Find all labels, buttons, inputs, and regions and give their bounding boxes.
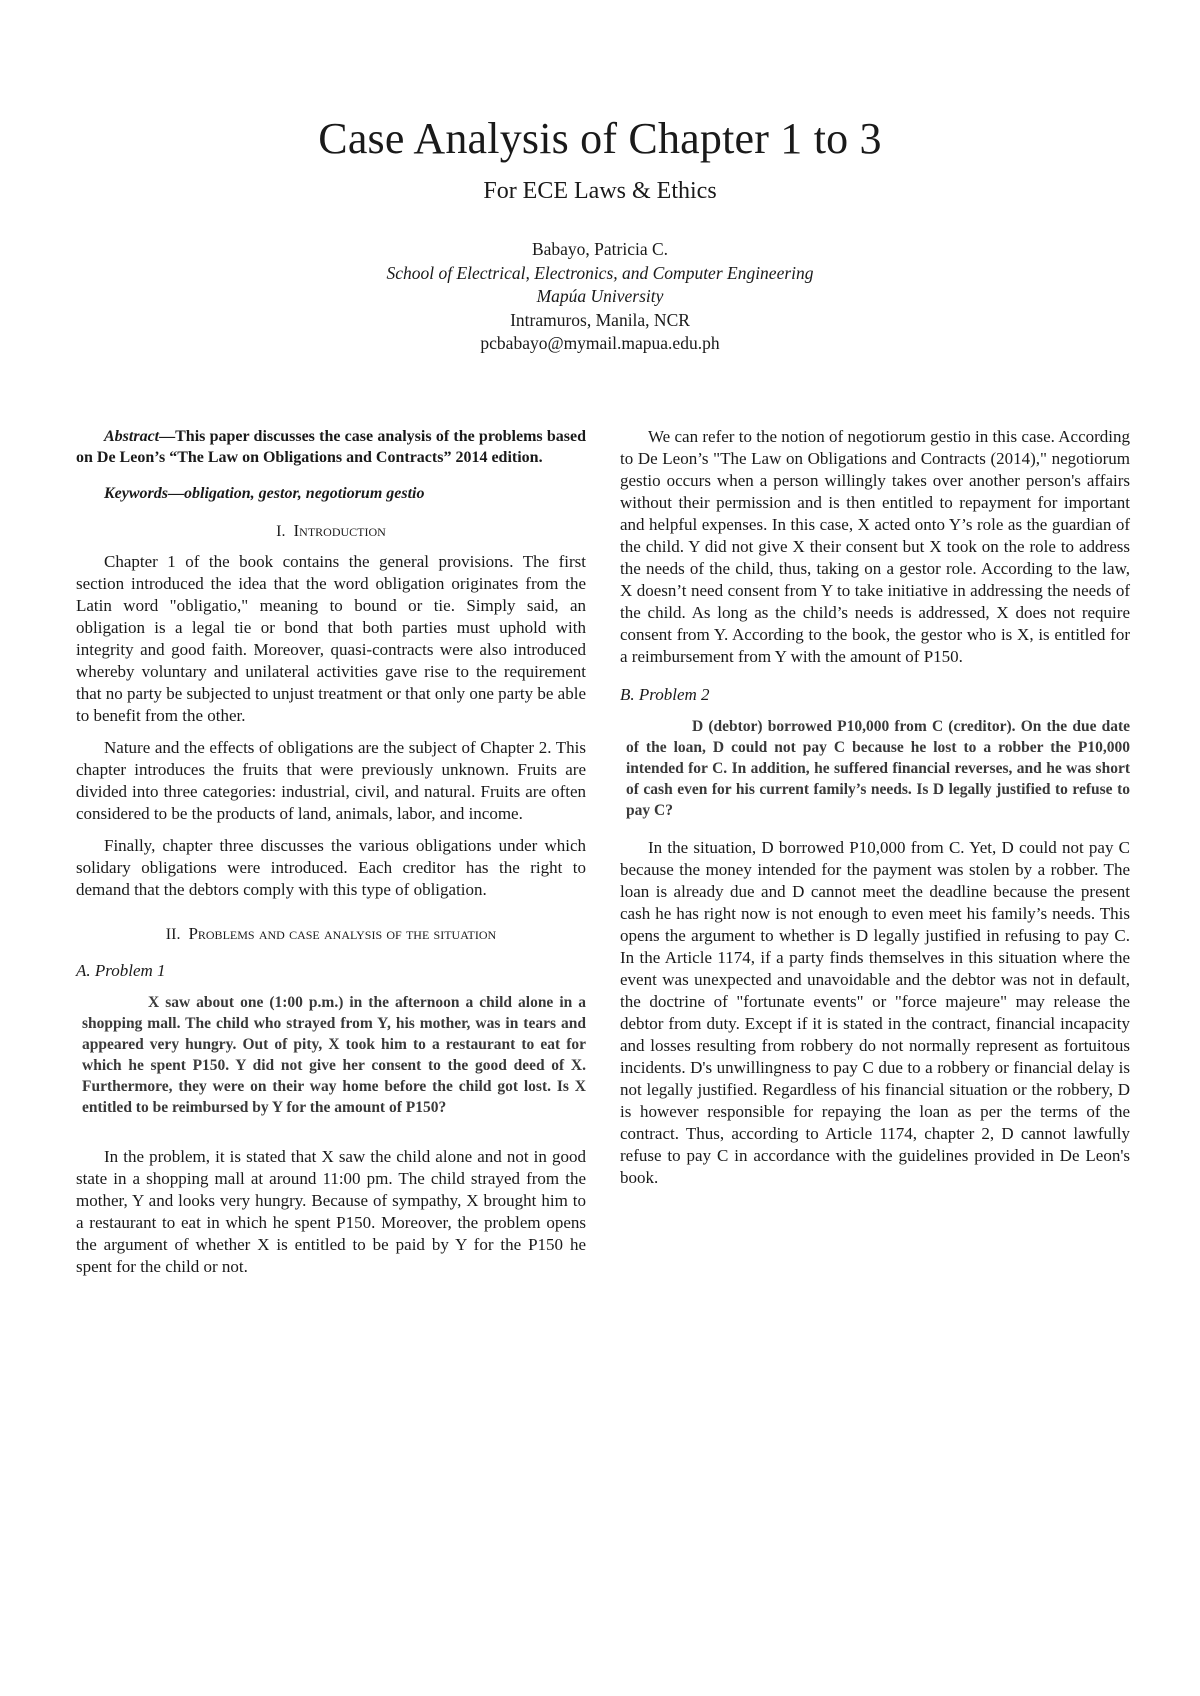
author-email: pcbabayo@mymail.mapua.edu.ph bbox=[480, 333, 720, 353]
keywords bbox=[76, 483, 586, 504]
problem-1-analysis: In the problem, it is stated that X saw the child alone and not in good state in a shopping mall at around 11:00 pm. The child strayed from the mother, Y and looks very hungry. Because of sympathy, X brought him to a restaurant to eat in which he spent P150. Moreover, the problem opens the argument of whether X is entitled to be paid by Y for the P150 he spent for the child or not. bbox=[76, 1147, 586, 1276]
problem-1-analysis-continued: We can refer to the notion of negotiorum gestio in this case. According to De Leon’s "The Law on Obligations and Contracts (2014)," negotiorum gestio occurs when a person willingly takes over another person's affairs without their permission and is then entitled to repayment for important and helpful expenses. In this case, X acted onto Y’s role as the guardian of the child. Y did not give X their consent but X took on the role to address the needs of the child, thus, taking on a gestor role. According to the law, X doesn’t need consent from Y to take initiative in addressing the needs of the child. As long as the child’s needs is addressed, X does not require consent from Y. According to the book, the gestor who is X, is entitled for a reimbursement from Y with the amount of P150. bbox=[620, 427, 1130, 666]
section-heading-introduction bbox=[76, 520, 586, 543]
author-university: Mapúa University bbox=[536, 286, 664, 306]
keywords-text: —obligation, gestor, negotiorum gestio bbox=[168, 485, 425, 502]
left-column bbox=[76, 426, 586, 1278]
author-school: School of Electrical, Electronics, and Computer Engineering bbox=[386, 262, 814, 283]
right-column bbox=[620, 426, 1130, 1189]
abstract-text: —This paper discusses the case analysis of the problems based on De Leon’s “The Law on Obligations and Contracts” 2014 edition. bbox=[76, 428, 586, 466]
section-title: Introduction bbox=[293, 521, 386, 540]
section-number: I. bbox=[276, 523, 286, 540]
subsection-heading-problem-2: B. Problem 2 bbox=[620, 685, 710, 704]
problem-2-statement bbox=[620, 716, 1130, 821]
section-title: Problems and case analysis of the situation bbox=[188, 924, 497, 943]
problem-2-analysis: In the situation, D borrowed P10,000 from C. Yet, D could not pay C because the money intended for the payment was stolen by a robber. The loan is already due and D cannot meet the deadline because the present cash he has right now is not enough to even meet his family’s needs. This opens the argument to whether is D legally justified in refusing to pay C. In the Article 1174, if a party finds themselves in this situation where the event was unexpected and unavoidable and the debtor was not in default, the doctrine of "fortunate events" or "force majeure" may release the debtor from duty. Except if it is stated in the contract, financial incapacity and losses resulting from robbery do not normally represent as fortuitous incidents. D's unwillingness to pay C due to a robbery or financial delay is not legally justified. Regardless of his financial situation or the robbery, D is however responsible for repaying the loan as per the terms of the contract. Thus, according to Article 1174, chapter 2, D cannot lawfully refuse to pay C in accordance with the guidelines provided in De Leon's book. bbox=[620, 838, 1130, 1187]
intro-paragraph-2: Nature and the effects of obligations are the subject of Chapter 2. This chapter introduces the fruits that were previously unknown. Fruits are divided into three categories: industrial, civil, and natural. Fruits are often considered to be the products of land, animals, labor, and income. bbox=[76, 738, 586, 823]
section-heading-problems bbox=[76, 923, 586, 946]
problem-1-statement bbox=[76, 992, 586, 1118]
subsection-heading-problem-1: A. Problem 1 bbox=[76, 961, 166, 980]
author-location: Intramuros, Manila, NCR bbox=[510, 309, 690, 330]
intro-paragraph-1: Chapter 1 of the book contains the general provisions. The first section introduced the idea that the word obligation originates from the Latin word "obligatio," meaning to bound or tie. Simply said, an obligation is a legal tie or bond that both parties must uphold with integrity and good faith. Moreover, quasi-contracts were also introduced whereby voluntary and unilateral activities gave rise to the requirement that no party be subjected to unjust treatment or that only one party be able to benefit from the other. bbox=[76, 552, 586, 725]
section-number: II. bbox=[165, 926, 181, 943]
keywords-label: Keywords bbox=[104, 485, 168, 502]
author-name: Babayo, Patricia C. bbox=[531, 239, 669, 259]
paper-subtitle: For ECE Laws & Ethics bbox=[483, 178, 717, 204]
abstract-label: Abstract bbox=[104, 428, 160, 445]
spacer bbox=[76, 1118, 586, 1146]
intro-paragraph-3: Finally, chapter three discusses the various obligations under which solidary obligations were introduced. Each creditor has the right to demand that the debtors comply with this type of obligation. bbox=[76, 836, 586, 899]
problem-2-text: D (debtor) borrowed P10,000 from C (creditor). On the due date of the loan, D could not pay C because he lost to a robber the P10,000 intended for C. In addition, he suffered financial reverses, and he was short of cash even for his current family’s needs. Is D legally justified to refuse to pay C? bbox=[626, 718, 1130, 819]
problem-1-text: X saw about one (1:00 p.m.) in the afternoon a child alone in a shopping mall. The child who strayed from Y, his mother, was in tears and appeared very hungry. Out of pity, X took him to a restaurant to eat for which he spent P150. Y did not give her consent to the good deed of X. Furthermore, they were on their way home before the child got lost. Is X entitled to be reimbursed by Y for the amount of P150? bbox=[82, 994, 586, 1116]
abstract bbox=[76, 426, 586, 468]
paper-header bbox=[0, 112, 1200, 356]
author-block bbox=[0, 238, 1200, 356]
paper-title: Case Analysis of Chapter 1 to 3 bbox=[318, 114, 882, 163]
